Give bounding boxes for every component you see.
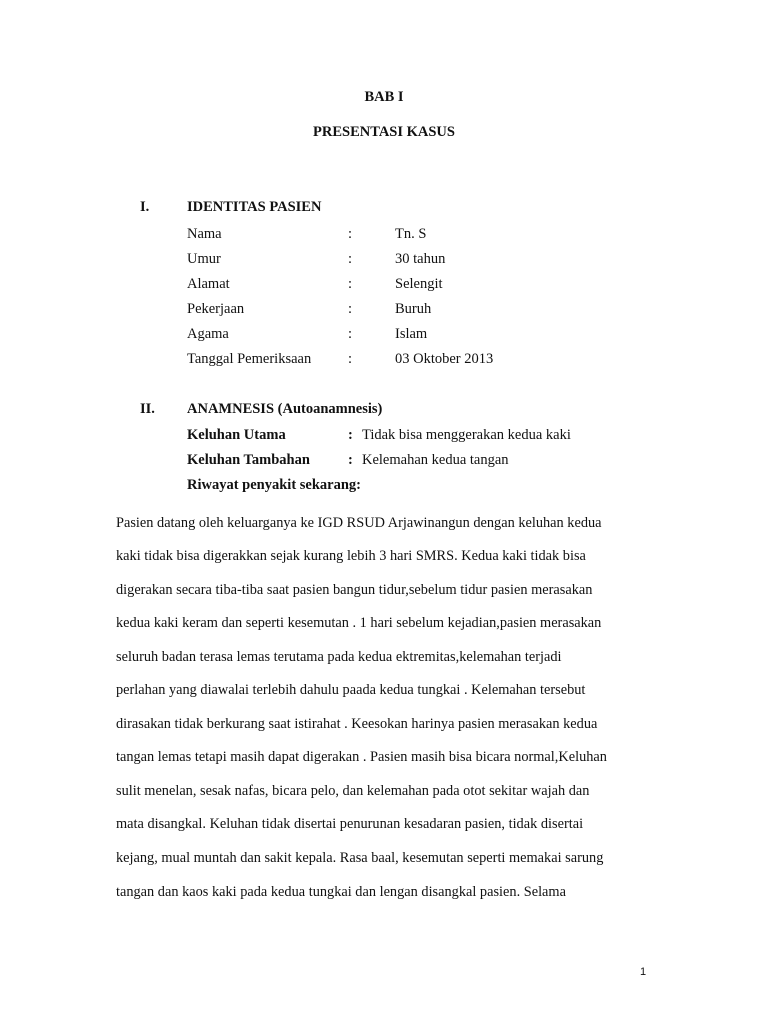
paragraph-line: perlahan yang diawalai terlebih dahulu paada kedua tungkai . Kelemahan tersebut: [116, 682, 586, 698]
keluhan-utama-label: Keluhan Utama: [187, 427, 286, 443]
riwayat-heading: Riwayat penyakit sekarang:: [187, 477, 362, 493]
identity-label-nama: Nama: [187, 226, 222, 242]
identity-label-umur: Umur: [187, 251, 221, 267]
paragraph-line: dirasakan tidak berkurang saat istirahat . Keesokan harinya pasien merasakan kedua: [116, 716, 598, 732]
identity-label-pekerjaan: Pekerjaan: [187, 301, 245, 317]
paragraph-line: tangan lemas tetapi masih dapat digerakan . Pasien masih bisa bicara normal,Keluhan: [116, 749, 607, 765]
identity-sep: :: [348, 351, 353, 367]
keluhan-utama-value: Tidak bisa menggerakan kedua kaki: [362, 427, 571, 443]
paragraph-line: seluruh badan terasa lemas terutama pada kedua ektremitas,kelemahan terjadi: [116, 649, 562, 665]
identity-value-nama: Tn. S: [395, 226, 427, 242]
paragraph-line: kejang, mual muntah dan sakit kepala. Rasa baal, kesemutan seperti memakai sarung: [116, 850, 604, 866]
identity-sep: :: [348, 276, 353, 292]
identity-label-alamat: Alamat: [187, 276, 230, 292]
identity-value-pekerjaan: Buruh: [395, 301, 432, 317]
keluhan-tambahan-sep: :: [348, 452, 353, 468]
identity-value-tanggal: 03 Oktober 2013: [395, 351, 494, 367]
identity-value-umur: 30 tahun: [395, 251, 446, 267]
paragraph-line: kaki tidak bisa digerakkan sejak kurang lebih 3 hari SMRS. Kedua kaki tidak bisa: [116, 548, 586, 564]
page-number: 1: [640, 966, 647, 978]
identity-value-agama: Islam: [395, 326, 428, 342]
identity-sep: :: [348, 326, 353, 342]
section2-heading: [187, 401, 382, 418]
paragraph-line: mata disangkal. Keluhan tidak disertai penurunan kesadaran pasien, tidak disertai: [116, 816, 584, 832]
section1-heading: IDENTITAS PASIEN: [187, 199, 322, 215]
identity-value-alamat: Selengit: [395, 276, 443, 292]
paragraph-line: Pasien datang oleh keluarganya ke IGD RSUD Arjawinangun dengan keluhan kedua: [116, 515, 602, 531]
identity-sep: :: [348, 251, 353, 267]
paragraph-line: kedua kaki keram dan seperti kesemutan . 1 hari sebelum kejadian,pasien merasakan: [116, 615, 602, 631]
paragraph-line: tangan dan kaos kaki pada kedua tungkai dan lengan disangkal pasien. Selama: [116, 884, 566, 900]
page-title: PRESENTASI KASUS: [313, 124, 455, 140]
section2-number: II.: [140, 401, 155, 417]
paragraph-line: sulit menelan, sesak nafas, bicara pelo, dan kelemahan pada otot sekitar wajah dan: [116, 783, 590, 799]
keluhan-tambahan-value: Kelemahan kedua tangan: [362, 452, 509, 468]
paragraph-line: digerakan secara tiba-tiba saat pasien bangun tidur,sebelum tidur pasien merasakan: [116, 582, 593, 598]
section1-number: I.: [140, 199, 150, 215]
identity-sep: :: [348, 301, 353, 317]
identity-label-tanggal: Tanggal Pemeriksaan: [187, 351, 312, 367]
identity-label-agama: Agama: [187, 326, 229, 342]
keluhan-utama-sep: :: [348, 427, 353, 443]
identity-sep: :: [348, 226, 353, 242]
section2-heading-text: ANAMNESIS (Autoanamnesis): [187, 401, 383, 417]
chapter-heading: BAB I: [364, 89, 404, 105]
keluhan-tambahan-label: Keluhan Tambahan: [187, 452, 310, 468]
